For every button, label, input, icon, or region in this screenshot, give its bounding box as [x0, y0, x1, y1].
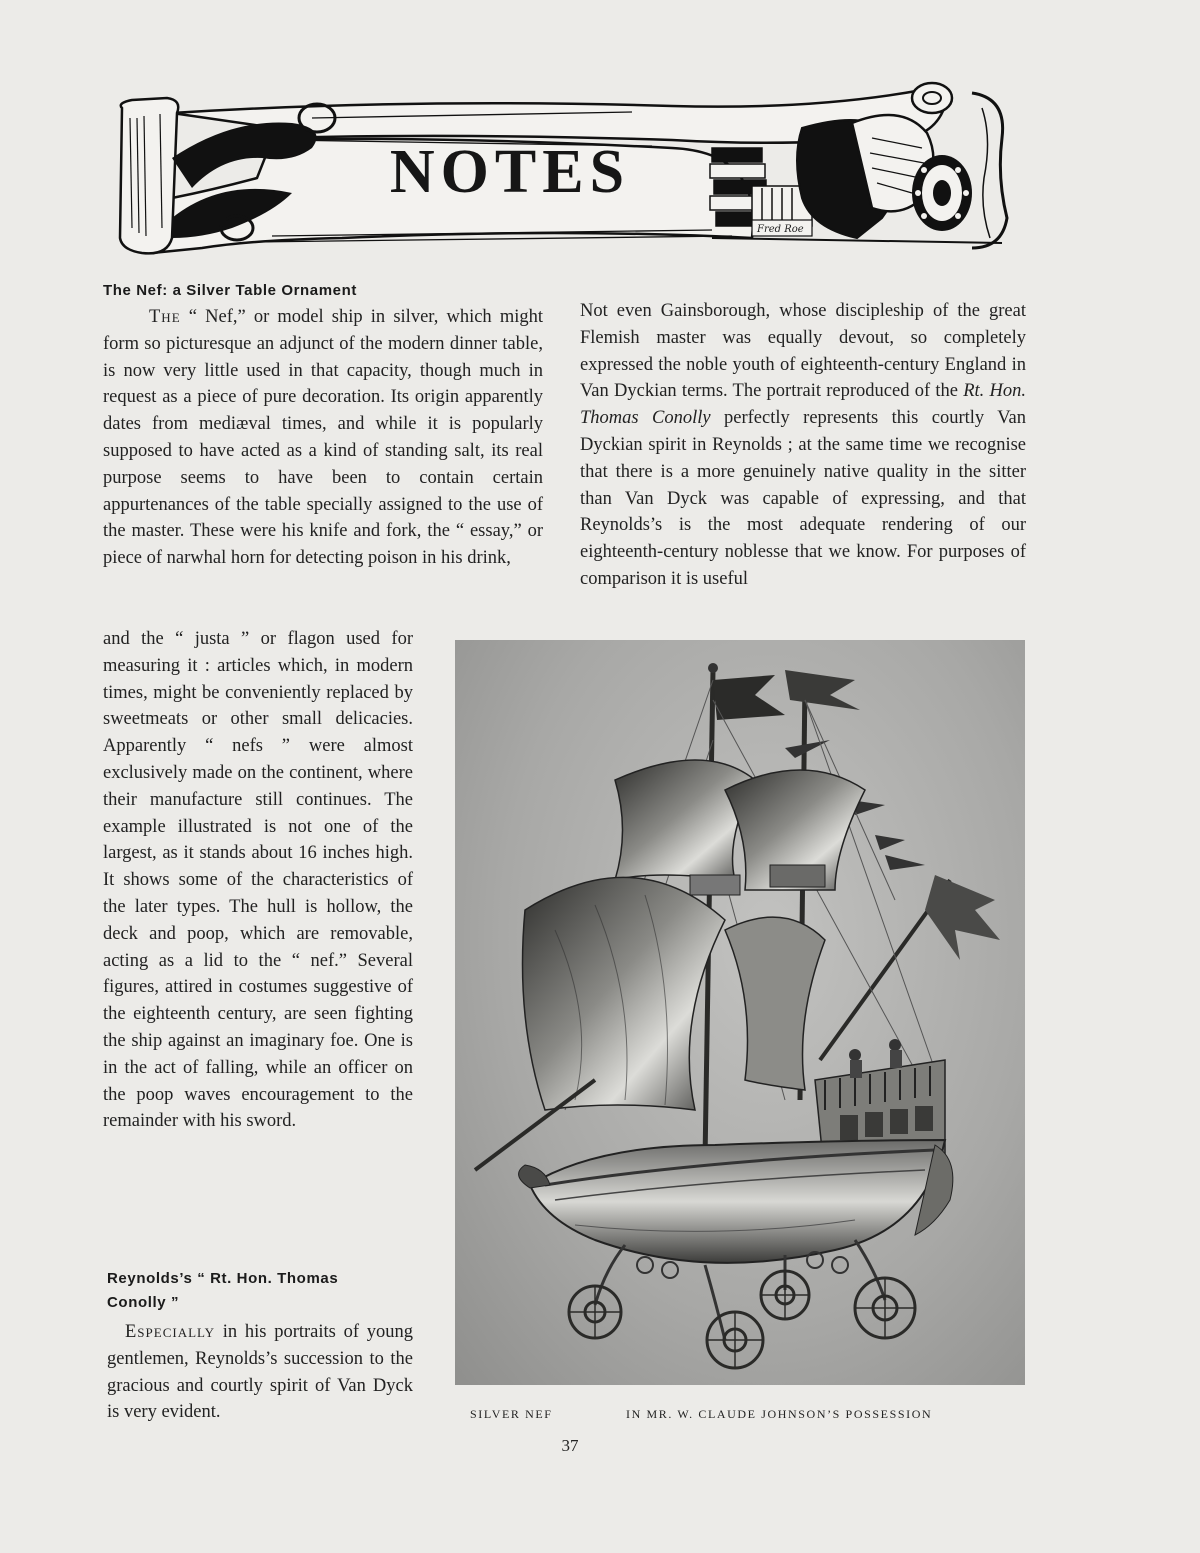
silver-nef-photograph [455, 640, 1025, 1385]
reynolds-text-right-2: perfectly represents this courtly Van Dyckian spirit in Reynolds ; at the same time we recognise that there is a more genuinely native quality in the sitter than Van Dyck was capable of expressing, and that Reynolds’s is the most adequate rendering of our eighteenth-century noblesse that we know. For purposes of comparison it is useful [580, 408, 1027, 589]
figure-caption-title: SILVER NEF [470, 1407, 553, 1421]
reynolds-paragraph-left [107, 1319, 413, 1426]
nef-text-top: “ Nef,” or model ship in silver, which might form so picturesque an adjunct of the modern dinner table, is now very little used in that capacity, though much in request as a piece of pure decoration. Its origin apparently dates from mediæval times, and while it is popularly supposed to have acted as a kind of standing salt, its real purpose seems to have been to contain certain appurtenances of the table specially assigned to the use of the master. These were his knife and fork, the “ essay,” or piece of narwhal horn for detecting poison in his drink, [103, 307, 543, 569]
reynolds-text-right-1: Not even Gainsborough, whose discipleship of the great Flemish master was equally devout, so completely expressed the noble youth of eighteenth-century England in Van Dyckian terms. The portrait reproduced of the [580, 301, 1026, 402]
article-heading-reynolds-line1: Reynolds’s “ Rt. Hon. Thomas [107, 1270, 339, 1287]
page-number: 37 [561, 1436, 579, 1455]
nef-paragraph-bottom: and the “ justa ” or flagon used for measuring it : articles which, in modern times, might be conveniently replaced by sweetmeats or other small delicacies. Apparently “ nefs ” were almost exclusively made on the continent, where their manufacture still continues. The example illustrated is not one of the largest, as it stands about 16 inches high. It shows some of the characteristics of the later types. The hull is hollow, the deck and poop, which are removable, acting as a lid to the “ nef.” Several figures, attired in costumes suggestive of the eighteenth century, are seen fighting the ship against an imaginary foe. One is in the act of falling, while an officer on the poop waves encouragement to the remainder with his sword. [103, 629, 413, 1132]
silver-nef-ship-illustration [455, 640, 1025, 1385]
illustrator-signature: Fred Roe [757, 224, 804, 235]
page-title: NOTES [389, 138, 631, 206]
reynolds-text-left: in his portraits of young gentlemen, Reynolds’s succession to the gracious and courtly spirit of Van Dyck is very evident. [107, 1322, 413, 1423]
article-heading-nef: The Nef: a Silver Table Ornament [103, 282, 357, 299]
figure-caption-owner: IN MR. W. CLAUDE JOHNSON’S POSSESSION [626, 1407, 933, 1421]
article-heading-reynolds-line2: Conolly ” [107, 1294, 180, 1311]
nef-lead-word: The [149, 307, 181, 327]
nef-paragraph-top [103, 304, 543, 572]
portrait-title: Rt. Hon. Thomas Conolly [580, 381, 1026, 429]
reynolds-lead-word: Especially [125, 1322, 216, 1342]
reynolds-paragraph-right [580, 298, 1026, 593]
